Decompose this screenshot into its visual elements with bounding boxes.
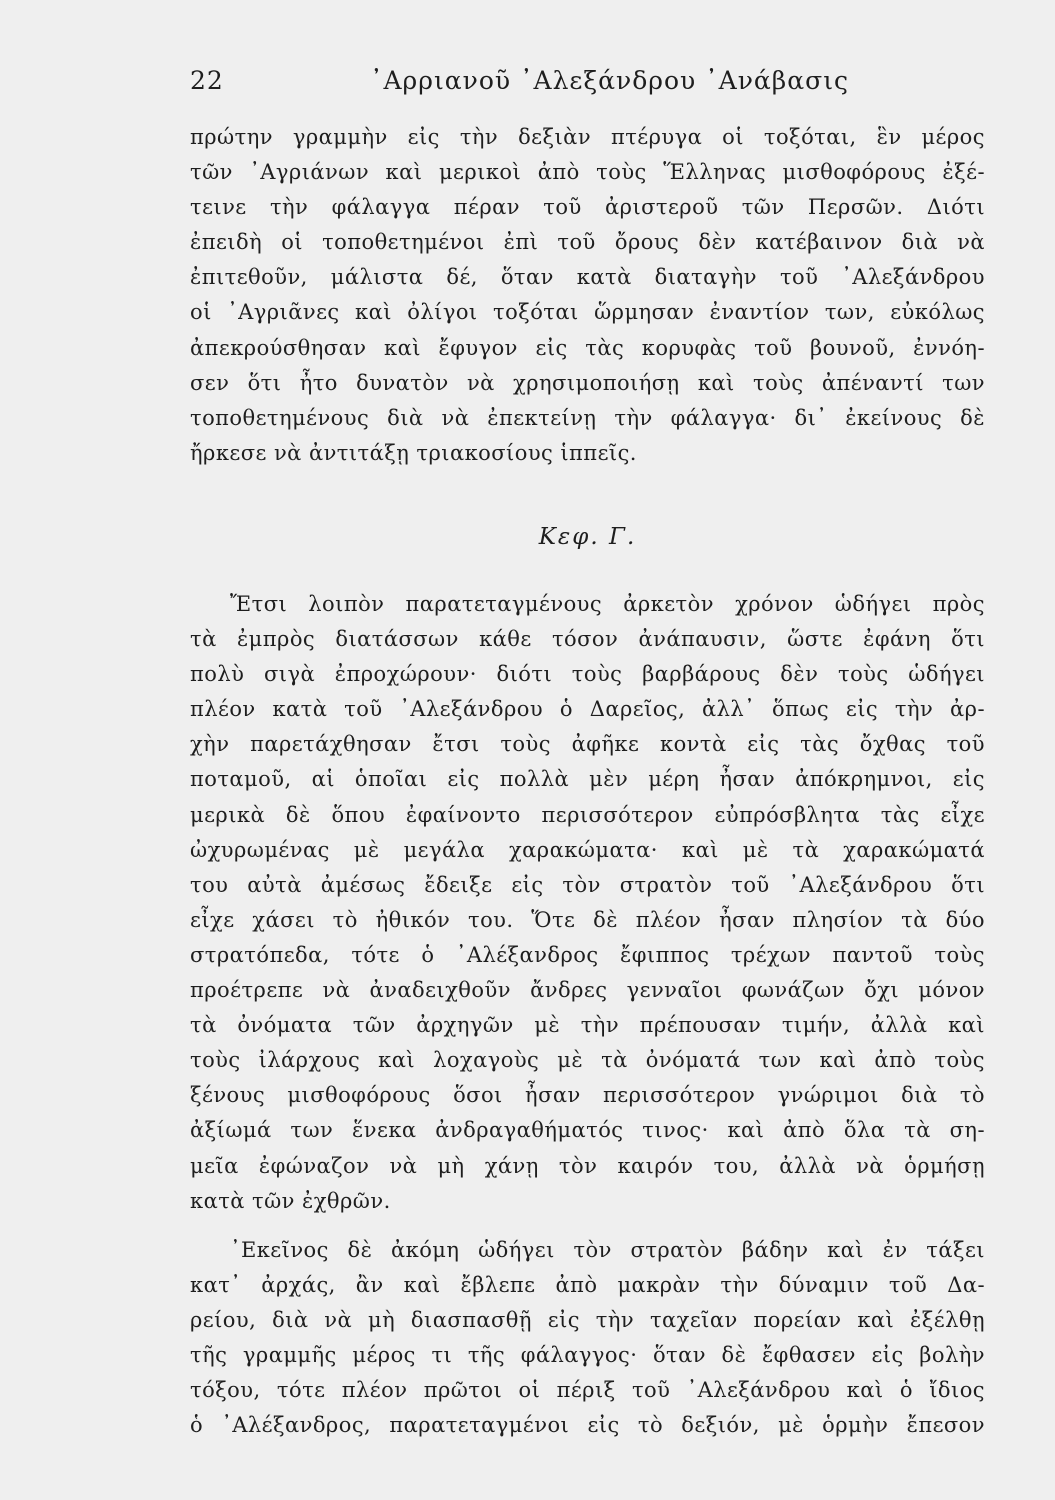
text-line: τῆς γραμμῆς μέρος τι τῆς φάλαγγος· ὅταν δὲ ἔφθασεν εἰς βολὴν: [190, 1343, 985, 1368]
text-line: οἱ ᾿Αγριᾶνες καὶ ὀλίγοι τοξόται ὥρμησαν ἐναντίον των, εὐκόλως: [190, 300, 985, 325]
text-line: του αὐτὰ ἀμέσως ἔδειξε εἰς τὸν στρατὸν τοῦ ᾿Αλεξάνδρου ὅτι: [190, 872, 985, 897]
text-line: εἶχε χάσει τὸ ἠθικόν του. Ὅτε δὲ πλέον ἦσαν πλησίον τὰ δύο: [190, 907, 985, 932]
running-title: ᾿Αρριανοῦ ᾿Αλεξάνδρου ᾿Ανάβασις: [370, 66, 850, 95]
text-line: τόξου, τότε πλέον πρῶτοι οἱ πέριξ τοῦ ᾿Αλεξάνδρου καὶ ὁ ἴδιος: [190, 1378, 985, 1403]
text-line: ὁ ᾿Αλέξανδρος, παρατεταγμένοι εἰς τὸ δεξιόν, μὲ ὁρμὴν ἔπεσον: [190, 1413, 985, 1438]
page-number: 22: [190, 66, 224, 95]
text-line: τοὺς ἰλάρχους καὶ λοχαγοὺς μὲ τὰ ὀνόματά των καὶ ἀπὸ τοὺς: [190, 1048, 985, 1073]
running-head: [190, 66, 990, 106]
text-line: πολὺ σιγὰ ἐπροχώρουν· διότι τοὺς βαρβάρους δὲν τοὺς ὡδήγει: [190, 662, 985, 687]
text-line: κατ᾿ ἀρχάς, ἂν καὶ ἔβλεπε ἀπὸ μακρὰν τὴν δύναμιν τοῦ Δα-: [190, 1273, 985, 1298]
text-line: ὠχυρωμένας μὲ μεγάλα χαρακώματα· καὶ μὲ τὰ χαρακώματά: [190, 837, 985, 862]
paragraph-3: [190, 1233, 985, 1444]
text-line: Ἔτσι λοιπὸν παρατεταγμένους ἀρκετὸν χρόνον ὡδήγει πρὸς: [230, 592, 985, 616]
text-line: μεῖα ἐφώναζον νὰ μὴ χάνῃ τὸν καιρόν του, ἀλλὰ νὰ ὁρμήσῃ: [190, 1153, 985, 1178]
text-line: ἀξίωμά των ἕνεκα ἀνδραγαθήματός τινος· καὶ ἀπὸ ὅλα τὰ ση-: [190, 1118, 985, 1143]
text-line: ᾿Εκεῖνος δὲ ἀκόμη ὡδήγει τὸν στρατὸν βάδην καὶ ἐν τάξει: [230, 1238, 985, 1262]
text-line: τὰ ἐμπρὸς διατάσσων κάθε τόσον ἀνάπαυσιν, ὥστε ἐφάνη ὅτι: [190, 627, 985, 652]
chapter-heading-text: Κεφ. Γ.: [538, 524, 637, 550]
text-line: ποταμοῦ, αἱ ὁποῖαι εἰς πολλὰ μὲν μέρη ἦσαν ἀπόκρημνοι, εἰς: [190, 767, 985, 792]
paragraph-1: [190, 120, 985, 471]
text-line: σεν ὅτι ἦτο δυνατὸν νὰ χρησιμοποιήσῃ καὶ τοὺς ἀπέναντί των: [190, 370, 985, 395]
text-line: πρώτην γραμμὴν εἰς τὴν δεξιὰν πτέρυγα οἱ τοξόται, ἓν μέρος: [190, 125, 985, 149]
chapter-heading: [0, 524, 1055, 550]
text-line: πλέον κατὰ τοῦ ᾿Αλεξάνδρου ὁ Δαρεῖος, ἀλλ᾿ ὅπως εἰς τὴν ἀρ-: [190, 697, 985, 722]
text-line: χὴν παρετάχθησαν ἔτσι τοὺς ἀφῆκε κοντὰ εἰς τὰς ὄχθας τοῦ: [190, 732, 985, 757]
text-line: ἀπεκρούσθησαν καὶ ἔφυγον εἰς τὰς κορυφὰς τοῦ βουνοῦ, ἐννόη-: [190, 335, 985, 360]
paragraph-2: [190, 587, 985, 1219]
text-line: μερικὰ δὲ ὅπου ἐφαίνοντο περισσότερον εὐπρόσβλητα τὰς εἶχε: [190, 802, 985, 827]
text-line: κατὰ τῶν ἐχθρῶν.: [190, 1188, 391, 1213]
text-line: ρείου, διὰ νὰ μὴ διασπασθῇ εἰς τὴν ταχεῖαν πορείαν καὶ ἐξέλθῃ: [190, 1308, 985, 1333]
text-line: ἐπειδὴ οἱ τοποθετημένοι ἐπὶ τοῦ ὄρους δὲν κατέβαινον διὰ νὰ: [190, 230, 985, 255]
text-line: ἤρκεσε νὰ ἀντιτάξῃ τριακοσίους ἱππεῖς.: [190, 440, 637, 465]
text-line: τὰ ὀνόματα τῶν ἀρχηγῶν μὲ τὴν πρέπουσαν τιμήν, ἀλλὰ καὶ: [190, 1013, 985, 1038]
text-line: ἐπιτεθοῦν, μάλιστα δέ, ὅταν κατὰ διαταγὴν τοῦ ᾿Αλεξάνδρου: [190, 265, 985, 290]
text-line: τῶν ᾿Αγριάνων καὶ μερικοὶ ἀπὸ τοὺς Ἕλληνας μισθοφόρους ἐξέ-: [190, 160, 985, 185]
text-line: ξένους μισθοφόρους ὅσοι ἦσαν περισσότερον γνώριμοι διὰ τὸ: [190, 1083, 985, 1108]
text-line: τοποθετημένους διὰ νὰ ἐπεκτείνῃ τὴν φάλαγγα· δι᾿ ἐκείνους δὲ: [190, 405, 985, 430]
text-line: στρατόπεδα, τότε ὁ ᾿Αλέξανδρος ἔφιππος τρέχων παντοῦ τοὺς: [190, 942, 985, 967]
text-line: προέτρεπε νὰ ἀναδειχθοῦν ἄνδρες γενναῖοι φωνάζων ὄχι μόνον: [190, 978, 985, 1003]
text-line: τεινε τὴν φάλαγγα πέραν τοῦ ἀριστεροῦ τῶν Περσῶν. Διότι: [190, 195, 985, 220]
